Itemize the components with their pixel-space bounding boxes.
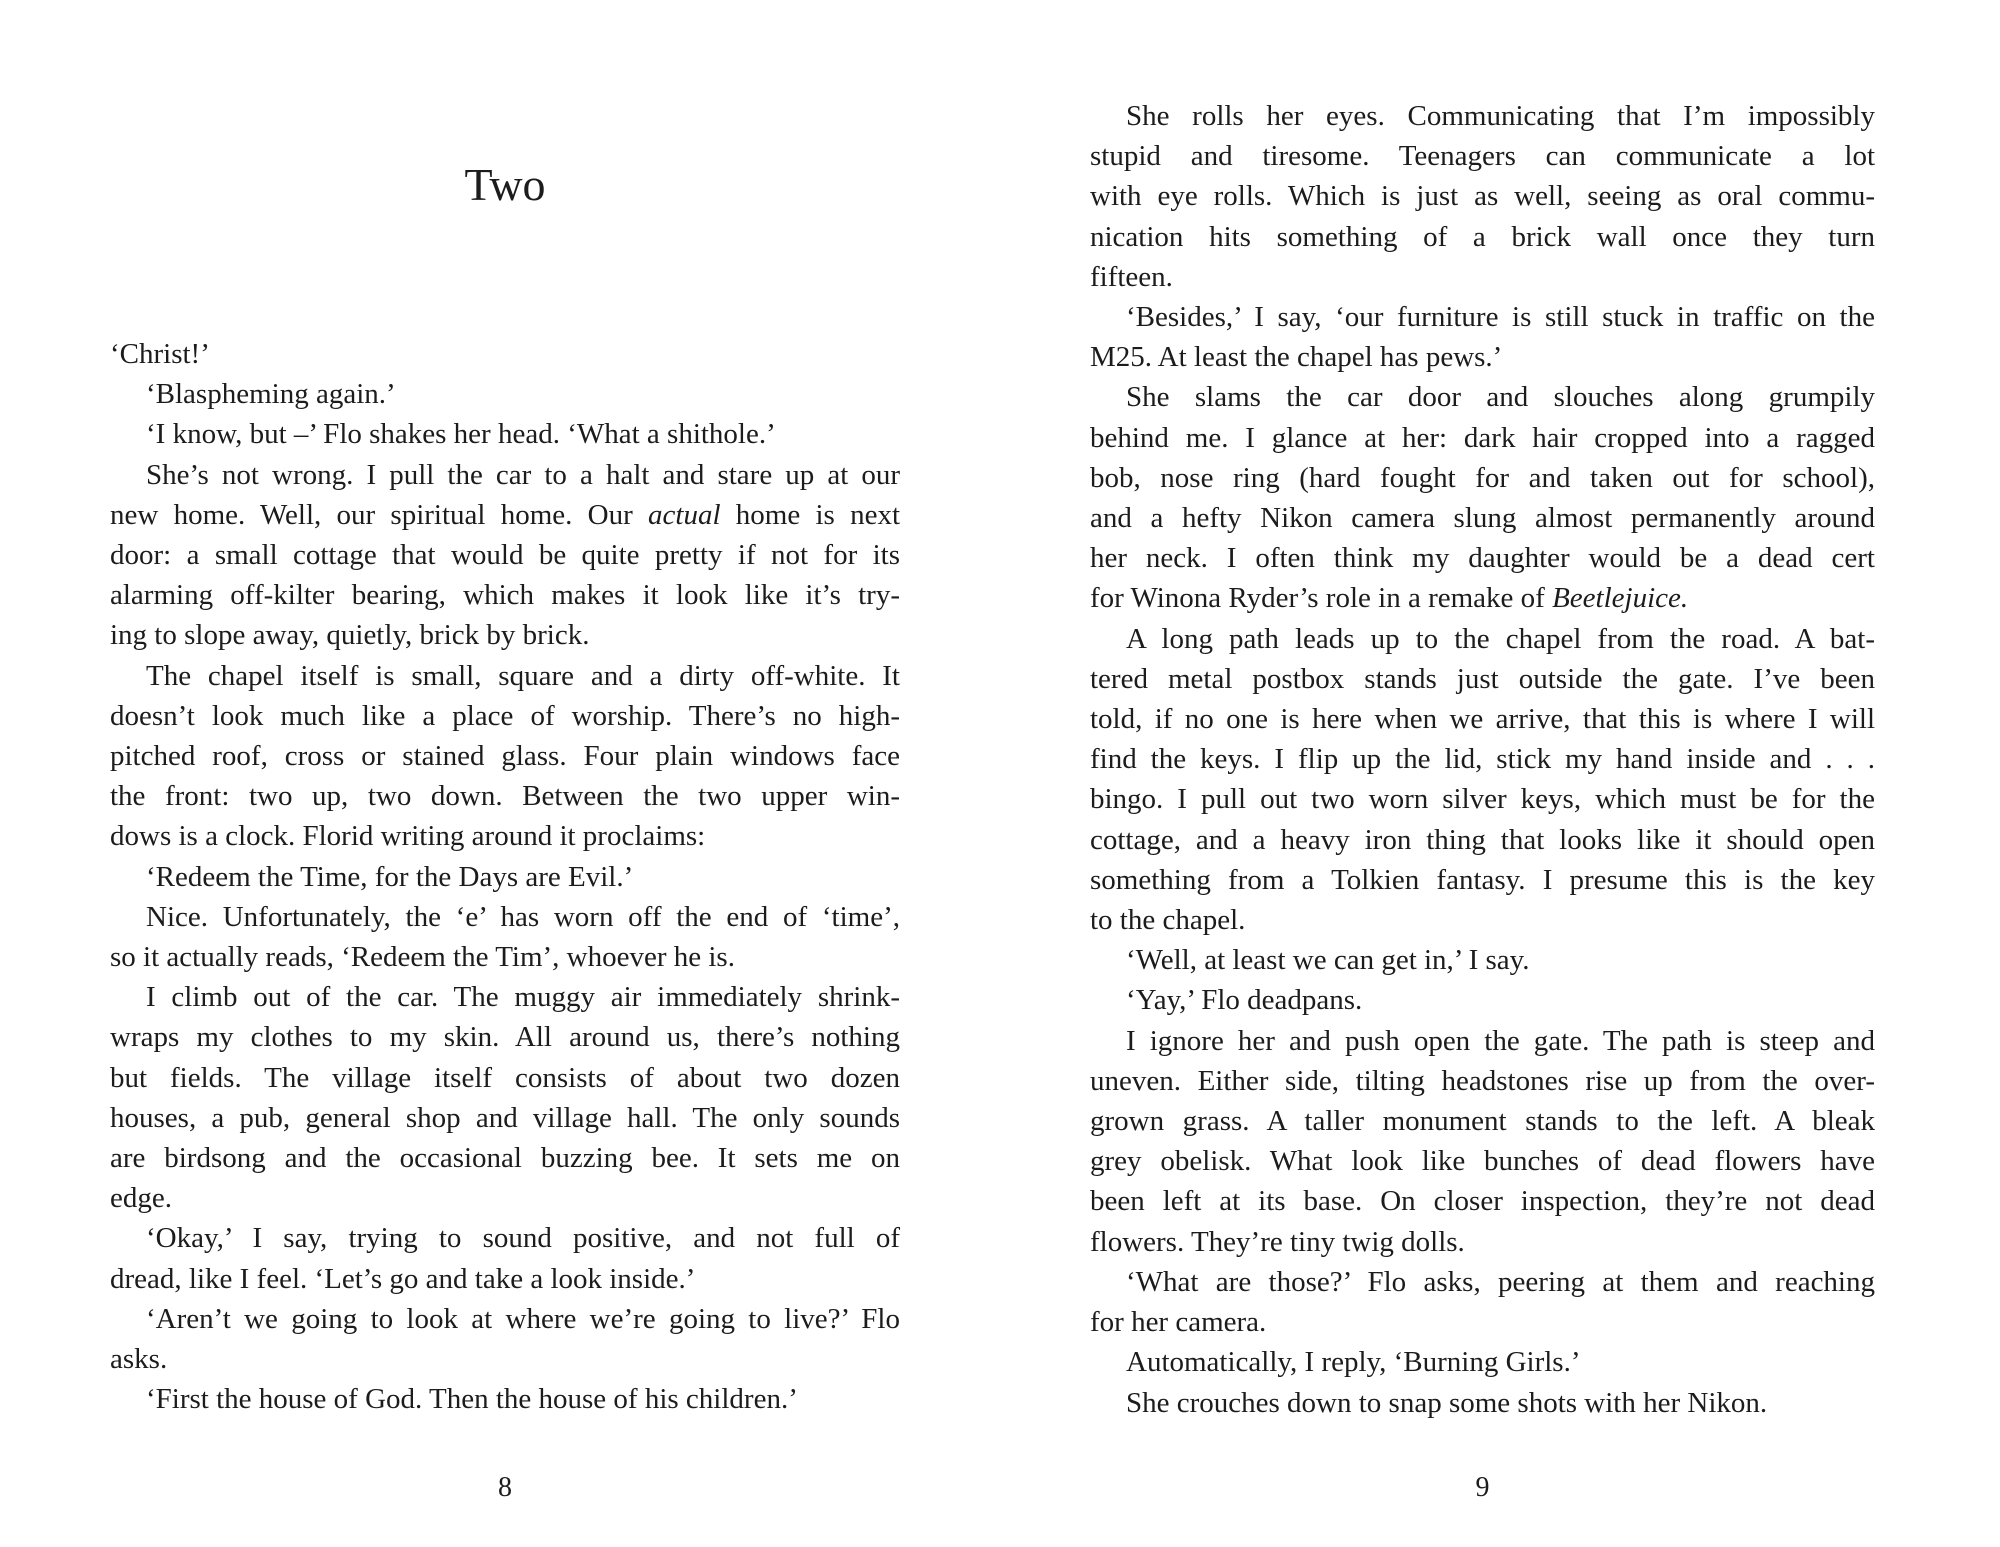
text-line: so it actually reads, ‘Redeem the Tim’, whoever he is. — [110, 941, 735, 974]
text-line: pitched roof, cross or stained glass. Four plain windows face — [110, 740, 900, 773]
text-line: ‘Aren’t we going to look at where we’re going to live?’ Flo — [146, 1302, 900, 1335]
paragraph — [110, 1218, 900, 1298]
text-line: ‘First the house of God. Then the house of his children.’ — [146, 1383, 798, 1416]
text-fragment: new home. Well, our spiritual home. Our — [110, 498, 649, 531]
text-line: cottage, and a heavy iron thing that looks like it should open — [1090, 823, 1875, 856]
paragraph — [110, 897, 900, 977]
right-page-body — [1090, 96, 1875, 1423]
text-line: ‘Well, at least we can get in,’ I say. — [1126, 944, 1530, 977]
text-line: Automatically, I reply, ‘Burning Girls.’ — [1126, 1346, 1581, 1379]
text-line — [110, 495, 900, 535]
page-number: 8 — [498, 1472, 512, 1503]
text-line: ‘What are those?’ Flo asks, peering at them and reaching — [1126, 1265, 1875, 1298]
text-fragment: for Winona Ryder’s role in a remake of — [1090, 582, 1553, 615]
text-line: her neck. I often think my daughter would be a dead cert — [1090, 542, 1875, 575]
text-line: behind me. I glance at her: dark hair cropped into a ragged — [1090, 421, 1875, 454]
paragraph — [110, 455, 900, 656]
text-line: She slams the car door and slouches along grumpily — [1126, 381, 1875, 414]
paragraph — [1090, 96, 1875, 297]
text-line: find the keys. I flip up the lid, stick my hand inside and . . . — [1090, 743, 1875, 776]
text-line: tered metal postbox stands just outside the gate. I’ve been — [1090, 662, 1875, 695]
paragraph — [110, 857, 900, 897]
text-line: doesn’t look much like a place of worship. There’s no high- — [110, 699, 900, 732]
text-line: door: a small cottage that would be quite pretty if not for its — [110, 539, 900, 572]
text-line: told, if no one is here when we arrive, that this is where I will — [1090, 703, 1875, 736]
paragraph — [110, 374, 900, 414]
text-line: wraps my clothes to my skin. All around us, there’s nothing — [110, 1021, 900, 1054]
paragraph — [110, 1299, 900, 1379]
text-line — [1090, 578, 1875, 618]
text-line: She rolls her eyes. Communicating that I’m impossibly — [1126, 100, 1875, 132]
text-line: grey obelisk. What look like bunches of dead flowers have — [1090, 1145, 1875, 1178]
italic-word: Beetlejuice. — [1552, 582, 1689, 615]
text-line: ing to slope away, quietly, brick by brick. — [110, 619, 590, 652]
text-line: fifteen. — [1090, 260, 1173, 293]
text-line: I ignore her and push open the gate. The path is steep and — [1126, 1024, 1875, 1057]
text-line: dread, like I feel. ‘Let’s go and take a look inside.’ — [110, 1262, 696, 1295]
text-line: bingo. I pull out two worn silver keys, which must be for the — [1090, 783, 1875, 816]
text-line: ‘I know, but –’ Flo shakes her head. ‘What a shithole.’ — [146, 418, 776, 451]
text-line: with eye rolls. Which is just as well, seeing as oral commu- — [1090, 180, 1875, 213]
text-line: Nice. Unfortunately, the ‘e’ has worn off the end of ‘time’, — [146, 900, 900, 933]
text-line: something from a Tolkien fantasy. I presume this is the key — [1090, 863, 1875, 896]
text-line: M25. At least the chapel has pews.’ — [1090, 341, 1503, 374]
text-line: ‘Blaspheming again.’ — [146, 378, 396, 411]
text-line: stupid and tiresome. Teenagers can communicate a lot — [1090, 140, 1875, 173]
text-line: uneven. Either side, tilting headstones rise up from the over- — [1090, 1064, 1875, 1097]
text-line: for her camera. — [1090, 1306, 1267, 1339]
text-line: to the chapel. — [1090, 904, 1246, 937]
text-line: been left at its base. On closer inspection, they’re not dead — [1090, 1185, 1875, 1218]
paragraph — [110, 1379, 900, 1419]
text-line: The chapel itself is small, square and a dirty off-white. It — [146, 659, 900, 692]
paragraph — [1090, 297, 1875, 377]
left-page — [110, 0, 900, 1547]
text-fragment: home is next — [720, 498, 901, 531]
text-line: alarming off-kilter bearing, which makes it look like it’s try- — [110, 579, 900, 612]
text-line: the front: two up, two down. Between the two upper win- — [110, 780, 900, 813]
chapter-title: Two — [464, 159, 546, 210]
text-line: and a hefty Nikon camera slung almost permanently around — [1090, 502, 1875, 535]
text-line: ‘Redeem the Time, for the Days are Evil.’ — [146, 860, 634, 893]
paragraph — [1090, 619, 1875, 941]
text-line: She crouches down to snap some shots with her Nikon. — [1126, 1386, 1768, 1419]
text-line: ‘Okay,’ I say, trying to sound positive, and not full of — [146, 1222, 900, 1255]
paragraph — [1090, 980, 1875, 1020]
text-line: grown grass. A taller monument stands to the left. A bleak — [1090, 1105, 1875, 1138]
right-page — [1090, 0, 1875, 1547]
text-line: houses, a pub, general shop and village hall. The only sounds — [110, 1101, 900, 1134]
text-line: A long path leads up to the chapel from the road. A bat- — [1126, 622, 1875, 655]
paragraph — [1090, 1262, 1875, 1342]
paragraph — [110, 656, 900, 857]
text-line: She’s not wrong. I pull the car to a halt and stare up at our — [146, 458, 900, 491]
paragraph — [1090, 1342, 1875, 1382]
left-page-body — [110, 334, 900, 1419]
text-line: are birdsong and the occasional buzzing bee. It sets me on — [110, 1142, 900, 1175]
text-line: flowers. They’re tiny twig dolls. — [1090, 1225, 1465, 1258]
text-line: but fields. The village itself consists of about two dozen — [110, 1061, 900, 1094]
italic-word: actual — [648, 498, 721, 531]
text-line: I climb out of the car. The muggy air immediately shrink- — [146, 981, 900, 1014]
text-line: asks. — [110, 1343, 168, 1376]
paragraph — [1090, 1021, 1875, 1262]
paragraph — [1090, 1383, 1875, 1423]
paragraph — [110, 334, 900, 374]
text-line: nication hits something of a brick wall once they turn — [1090, 220, 1875, 253]
paragraph — [1090, 940, 1875, 980]
paragraph — [110, 414, 900, 454]
text-line: ‘Besides,’ I say, ‘our furniture is still stuck in traffic on the — [1126, 301, 1875, 334]
paragraph — [1090, 377, 1875, 618]
text-line: ‘Yay,’ Flo deadpans. — [1126, 984, 1363, 1017]
text-line: edge. — [110, 1182, 172, 1215]
text-line: bob, nose ring (hard fought for and taken out for school), — [1090, 461, 1875, 494]
page-number: 9 — [1475, 1472, 1490, 1503]
text-line: dows is a clock. Florid writing around it proclaims: — [110, 820, 706, 853]
paragraph — [110, 977, 900, 1218]
text-line: ‘Christ!’ — [110, 338, 210, 370]
